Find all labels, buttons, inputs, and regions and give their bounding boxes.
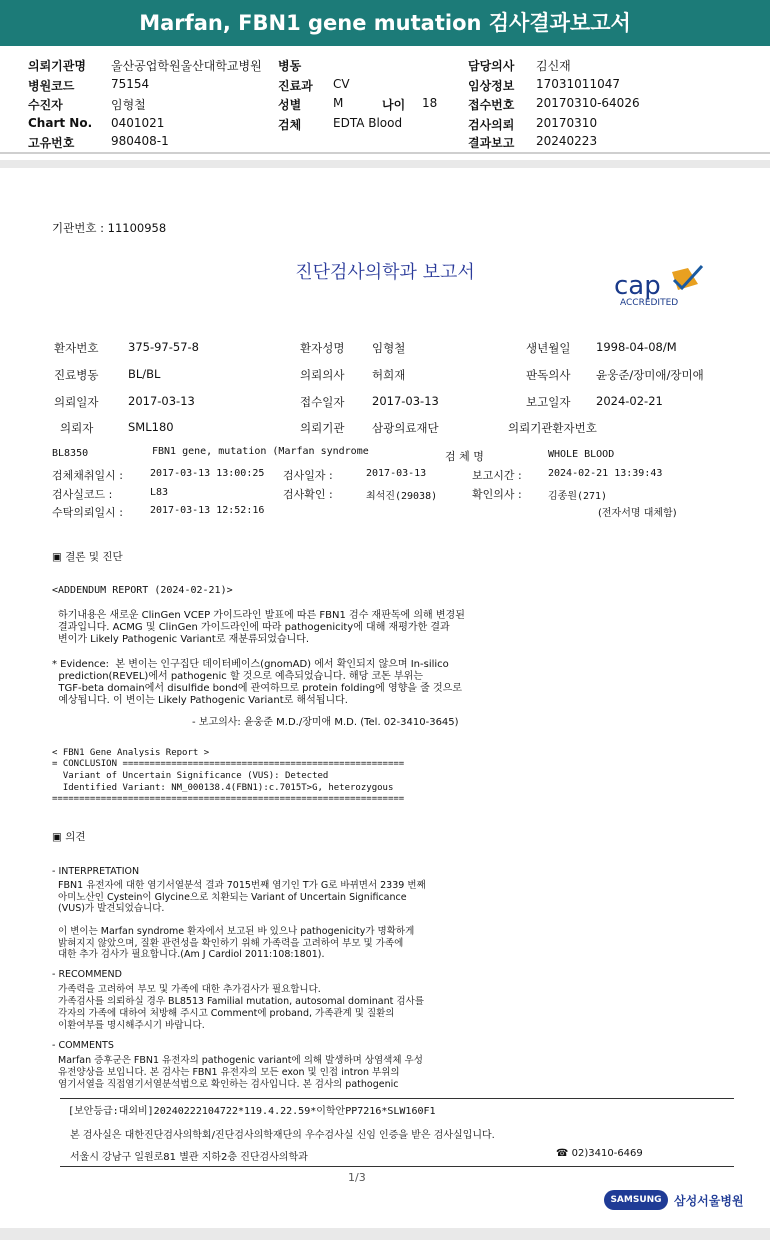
header-label: 고유번호 xyxy=(28,136,75,150)
specimen-label: 검 체 명 xyxy=(445,450,484,463)
addendum-line: 결과입니다. ACMG 및 ClinGen 가이드라인에 따라 pathogenicity에 대해 재평가한 결과 xyxy=(58,622,450,633)
lab-address: 서울시 강남구 일원로81 별관 지하2층 진단검사의학과 xyxy=(70,1152,308,1163)
info-value: 2017-03-13 13:00:25 xyxy=(150,468,265,479)
interp-line: FBN1 유전자에 대한 염기서열분석 결과 7015번째 염기인 T가 G로 바뀌면서 2339 번째 xyxy=(52,880,426,891)
section-opinion-heading: ▣ 의견 xyxy=(52,831,86,843)
test-code: BL8350 xyxy=(52,448,89,459)
footer-divider-bottom xyxy=(60,1166,734,1167)
report-line: = CONCLUSION ==================================================== xyxy=(52,759,405,769)
patient-value: 2017-03-13 xyxy=(128,394,195,408)
section-band xyxy=(0,160,770,168)
info-label: 수탁의뢰일시 : xyxy=(52,506,123,519)
patient-value: 1998-04-08/M xyxy=(596,340,677,354)
patient-value: 윤웅준/장미애/장미애 xyxy=(596,368,704,382)
page-bottom-band xyxy=(0,1228,770,1240)
header-label: 병원코드 xyxy=(28,79,75,93)
report-line: < FBN1 Gene Analysis Report > xyxy=(52,748,210,758)
interp-line: 이 변이는 Marfan syndrome 환자에서 보고된 바 있으나 pathogenicity가 명확하게 xyxy=(52,926,415,937)
header-value: 김신재 xyxy=(536,59,571,73)
patient-value: 임형철 xyxy=(372,341,406,355)
patient-label: 접수일자 xyxy=(300,395,345,409)
header-divider xyxy=(0,152,770,154)
header-value: 75154 xyxy=(111,77,150,91)
patient-label: 의뢰자 xyxy=(60,421,94,435)
patient-label: 보고일자 xyxy=(526,395,571,409)
evidence-line: 예상됩니다. 이 변이는 Likely Pathogenic Variant로 해석됩니다. xyxy=(52,695,348,706)
report-line: Identified Variant: NM_000138.4(FBN1):c.7015T>G, heterozygous xyxy=(52,783,394,793)
samsung-hospital-logo xyxy=(604,1190,744,1212)
addendum-line: 하기내용은 새로운 ClinGen VCEP 가이드라인 발표에 따른 FBN1 검수 재판독에 의해 변경된 xyxy=(58,610,465,621)
page-number: 1/3 xyxy=(348,1171,366,1184)
info-label: 보고시간 : xyxy=(472,469,522,482)
evidence-line: TGF-beta domain에서 disulfide bond에 관여하므로 protein folding에 영향을 줄 것으로 xyxy=(52,683,462,694)
report-banner-title: Marfan, FBN1 gene mutation 검사결과보고서 xyxy=(0,0,770,46)
patient-value: 2017-03-13 xyxy=(372,394,439,408)
patient-label: 진료병동 xyxy=(54,368,99,382)
header-label: 담당의사 xyxy=(468,59,515,73)
interp-line: (VUS)가 발견되었습니다. xyxy=(52,903,165,914)
header-label: Chart No. xyxy=(28,116,93,130)
patient-label: 환자번호 xyxy=(54,341,99,355)
header-label: 임상정보 xyxy=(468,79,515,93)
report-line: ================================================================= xyxy=(52,794,405,804)
info-label: 확인의사 : xyxy=(472,488,522,501)
patient-label: 생년월일 xyxy=(526,341,571,355)
certification-statement: 본 검사실은 대한진단검사의학회/진단검사의학재단의 우수검사실 신임 인증을 받은 검사실입니다. xyxy=(70,1130,495,1141)
info-value: 2017-03-13 12:52:16 xyxy=(150,505,265,516)
header-label: 병동 xyxy=(278,59,302,73)
samsung-brand-mark: SAMSUNG xyxy=(604,1190,668,1210)
security-line: [보안등급:대외비]20240222104722*119.4.22.59*이학안PP7216*SLW160F1 xyxy=(68,1106,436,1117)
header-label: 검사의뢰 xyxy=(468,118,515,132)
institution-number: 기관번호 : 11100958 xyxy=(52,221,167,235)
hospital-name: 삼성서울병원 xyxy=(674,1194,744,1208)
addendum-line: 변이가 Likely Pathogenic Variant로 재분류되었습니다. xyxy=(58,634,310,645)
report-line: Variant of Uncertain Significance (VUS): Detected xyxy=(52,771,329,781)
info-label: 검체채취일시 : xyxy=(52,469,123,482)
header-value: 20170310 xyxy=(536,116,598,130)
header-value: 980408-1 xyxy=(111,134,169,148)
test-name: FBN1 gene, mutation (Marfan syndrome xyxy=(152,446,369,457)
patient-value: 삼광의료재단 xyxy=(372,421,439,435)
patient-label: 판독의사 xyxy=(526,368,571,382)
header-value: 0401021 xyxy=(111,116,165,130)
patient-value: 허희재 xyxy=(372,368,406,382)
header-value: EDTA Blood xyxy=(333,116,403,130)
patient-value: 375-97-57-8 xyxy=(128,340,199,354)
comment-line: - COMMENTS xyxy=(52,1040,114,1051)
interp-line: - INTERPRETATION xyxy=(52,866,140,877)
header-label: 수진자 xyxy=(28,98,63,112)
recommend-line: 이환여부를 명시해주시기 바랍니다. xyxy=(52,1020,205,1031)
patient-label: 의뢰의사 xyxy=(300,368,345,382)
header-value: M xyxy=(333,96,344,110)
header-label: 접수번호 xyxy=(468,98,515,112)
info-label: 검사일자 : xyxy=(283,469,333,482)
patient-label: 환자성명 xyxy=(300,341,345,355)
info-value: 김종원(271) xyxy=(548,491,608,502)
evidence-line: prediction(REVEL)에서 pathogenic 할 것으로 예측되었습니다. 해당 코돈 부위는 xyxy=(52,671,423,682)
comment-line: Marfan 증후군은 FBN1 유전자의 pathogenic variant에 의해 발생하며 상염색체 우성 xyxy=(52,1055,423,1066)
patient-label: 의뢰일자 xyxy=(54,395,99,409)
patient-value: SML180 xyxy=(128,420,174,434)
recommend-line: - RECOMMEND xyxy=(52,969,122,980)
header-value: 17031011047 xyxy=(536,77,620,91)
header-value: 20170310-64026 xyxy=(536,96,640,110)
header-value: 20240223 xyxy=(536,134,598,148)
patient-value: BL/BL xyxy=(128,367,161,381)
reporting-physician: - 보고의사: 윤웅준 M.D./장미애 M.D. (Tel. 02-3410-3645) xyxy=(192,717,459,728)
interp-line: 대한 추가 검사가 필요합니다.(Am J Cardiol 2011:108:1801). xyxy=(52,949,325,960)
cap-accredited-text: ACCREDITED xyxy=(620,298,679,308)
header-label: 성별 xyxy=(278,98,302,112)
info-value: 최석진(29038) xyxy=(366,491,438,502)
info-value: 2024-02-21 13:39:43 xyxy=(548,468,663,479)
header-value: 18 xyxy=(422,96,438,110)
e-signature-note: (전자서명 대체함) xyxy=(598,508,677,519)
cap-accredited-logo xyxy=(612,264,708,308)
footer-divider-top xyxy=(60,1098,734,1099)
cap-logo-text: cap xyxy=(614,271,661,301)
header-label: 진료과 xyxy=(278,79,313,93)
comment-line: 염기서열을 직접염기서열분석법으로 확인하는 검사입니다. 본 검사의 pathogenic xyxy=(52,1079,399,1090)
recommend-line: 가족검사를 의뢰하실 경우 BL8513 Familial mutation, autosomal dominant 검사를 xyxy=(52,996,424,1007)
interp-line: 밝혀지지 않았으며, 질환 관련성을 확인하기 위해 가족력을 고려하여 부모 및 가족에 xyxy=(52,938,404,949)
info-label: 검사확인 : xyxy=(283,488,333,501)
header-value: CV xyxy=(333,77,350,91)
header-label: 나이 xyxy=(382,98,406,112)
recommend-line: 가족력을 고려하여 부모 및 가족에 대한 추가검사가 필요합니다. xyxy=(52,984,321,995)
recommend-line: 각자의 가족에 대하여 처방해 주시고 Comment에 proband, 가족관계 및 질환의 xyxy=(52,1008,395,1019)
header-label: 검체 xyxy=(278,118,302,132)
patient-label: 의뢰기관 xyxy=(300,421,345,435)
info-value: 2017-03-13 xyxy=(366,468,427,479)
interp-line: 아미노산인 Cystein이 Glycine으로 치환되는 Variant of Uncertain Significance xyxy=(52,892,407,903)
specimen-value: WHOLE BLOOD xyxy=(548,449,615,460)
patient-label: 의뢰기관환자번호 xyxy=(508,421,597,435)
addendum-title: <ADDENDUM REPORT (2024-02-21)> xyxy=(52,585,233,596)
header-label: 의뢰기관명 xyxy=(28,59,86,73)
section-conclusion-heading: ▣ 결론 및 진단 xyxy=(52,551,123,563)
header-value: 울산공업학원울산대학교병원 xyxy=(111,59,262,73)
header-value: 임형철 xyxy=(111,98,146,112)
patient-value: 2024-02-21 xyxy=(596,394,663,408)
header-label: 결과보고 xyxy=(468,136,515,150)
info-label: 검사실코드 : xyxy=(52,488,113,501)
info-value: L83 xyxy=(150,487,169,498)
report-title: 진단검사의학과 보고서 xyxy=(295,262,475,283)
lab-phone: ☎ 02)3410-6469 xyxy=(556,1148,643,1159)
comment-line: 유전양상을 보입니다. 본 검사는 FBN1 유전자의 모든 exon 및 인접 intron 부위의 xyxy=(52,1067,400,1078)
evidence-line: * Evidence: 본 변이는 인구집단 데이터베이스(gnomAD) 에서 확인되지 않으며 In-silico xyxy=(52,659,449,670)
